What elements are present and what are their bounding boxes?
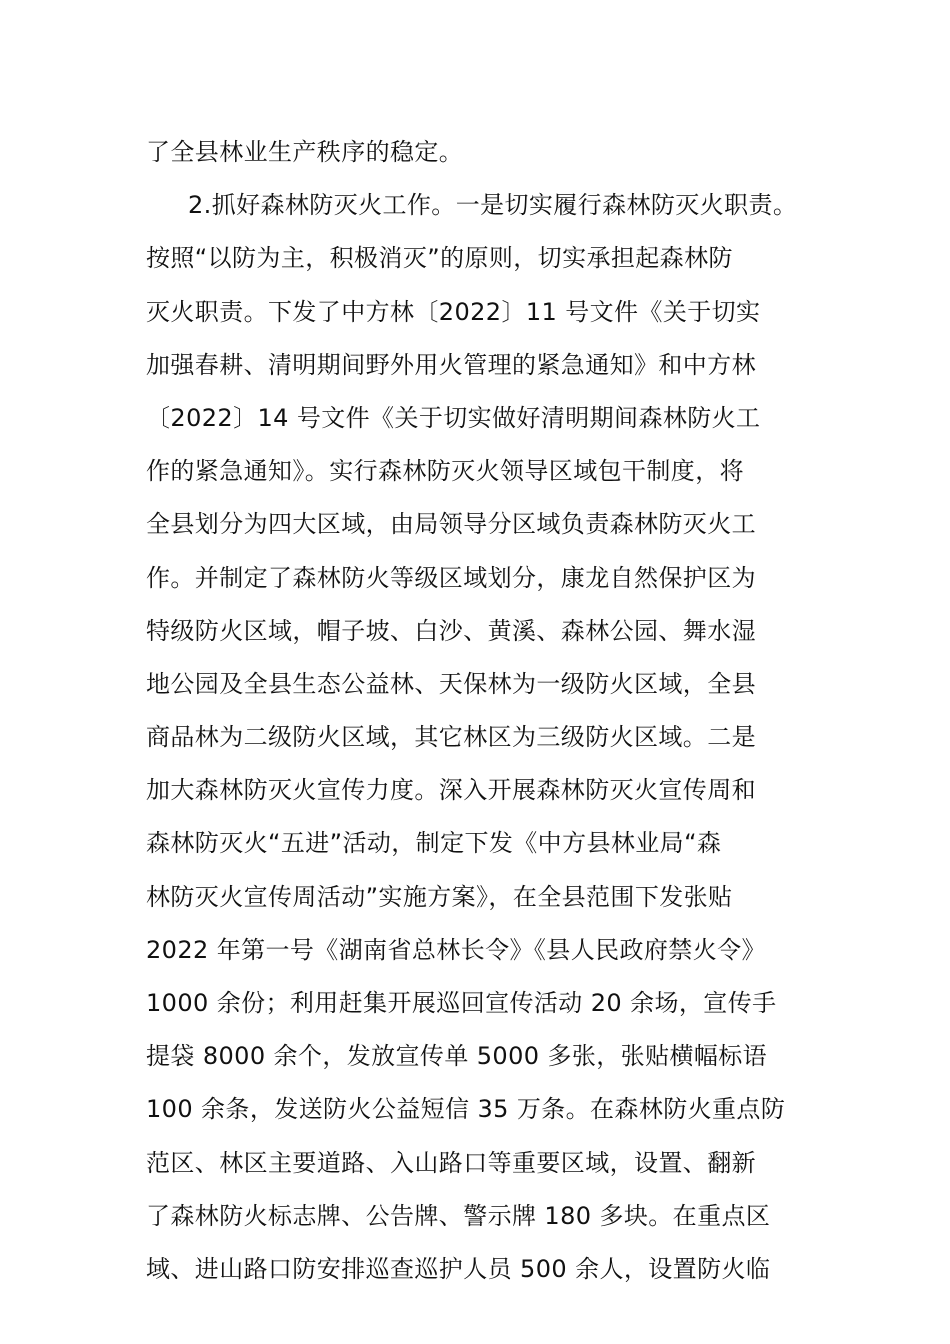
text-line: 地公园及全县生态公益林、天保林为一级防火区域，全县 (146, 669, 756, 698)
text-line: 范区、林区主要道路、入山路口等重要区域，设置、翻新 (146, 1148, 756, 1177)
text-line: 全县划分为四大区域，由局领导分区域负责森林防灭火工 (146, 510, 756, 539)
text-line: 灭火职责。下发了中方林〔2022〕11 号文件《关于切实 (146, 297, 761, 326)
text-line: 域、进山路口防安排巡查巡护人员 500 余人，设置防火临 (146, 1254, 771, 1283)
text-line: 加大森林防灭火宣传力度。深入开展森林防灭火宣传周和 (146, 776, 756, 805)
text-line: 〔2022〕14 号文件《关于切实做好清明期间森林防火工 (146, 403, 761, 432)
text-line: 林防灭火宣传周活动”实施方案》，在全县范围下发张贴 (146, 882, 733, 911)
text-line: 了全县林业生产秩序的稳定。 (146, 138, 464, 166)
text-line: 100 余条，发送防火公益短信 35 万条。在森林防火重点防 (146, 1095, 786, 1124)
text-line: 按照“以防为主，积极消灭”的原则，切实承担起森林防 (146, 244, 733, 273)
text-line: 作的紧急通知》。实行森林防灭火领导区域包干制度，将 (146, 457, 744, 486)
text-line: 商品林为二级防火区域，其它林区为三级防火区域。二是 (146, 723, 756, 752)
text-line: 1000 余份；利用赶集开展巡回宣传活动 20 余场，宣传手 (146, 989, 777, 1017)
text-line: 作。并制定了森林防火等级区域划分，康龙自然保护区为 (146, 563, 756, 592)
text-line: 2.抓好森林防灭火工作。一是切实履行森林防灭火职责。 (188, 191, 798, 220)
text-line: 了森林防火标志牌、公告牌、警示牌 180 多块。在重点区 (146, 1201, 771, 1230)
text-line: 特级防火区域，帽子坡、白沙、黄溪、森林公园、舞水湿 (146, 616, 756, 645)
text-line: 加强春耕、清明期间野外用火管理的紧急通知》和中方林 (146, 350, 756, 379)
text-line: 提袋 8000 余个，发放宣传单 5000 多张，张贴横幅标语 (146, 1042, 768, 1071)
text-line: 2022 年第一号《湖南省总林长令》《县人民政府禁火令》 (146, 935, 766, 964)
text-line: 森林防灭火“五进”活动，制定下发《中方县林业局“森 (146, 829, 722, 858)
body-text (146, 126, 826, 1296)
